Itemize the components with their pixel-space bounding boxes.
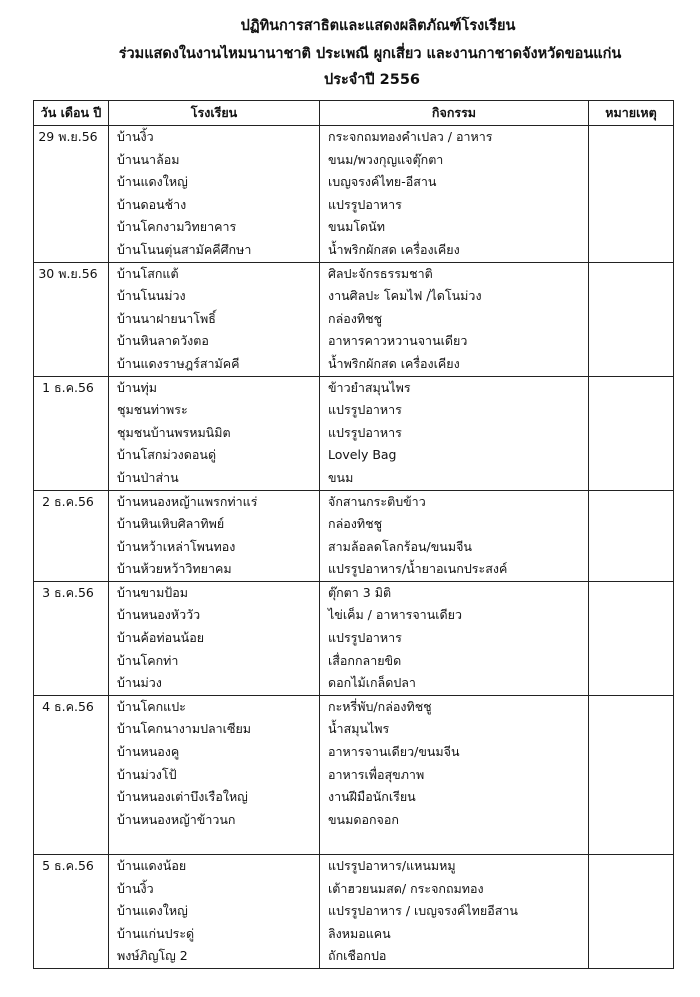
school-cell bbox=[109, 581, 320, 695]
header-date: วัน เดือน ปี bbox=[34, 101, 109, 126]
date-cell bbox=[34, 376, 109, 490]
note-cell bbox=[589, 695, 674, 854]
date-cell bbox=[34, 581, 109, 695]
note-cell bbox=[589, 855, 674, 969]
school-cell bbox=[109, 376, 320, 490]
activity-name: ขนม bbox=[328, 469, 354, 485]
activity-name: กล่องทิชชู bbox=[328, 310, 383, 326]
table-row bbox=[34, 126, 674, 263]
date-text: 4 ธ.ค.56 bbox=[42, 698, 94, 714]
school-name: บ้านโคกแปะ bbox=[117, 698, 186, 714]
activity-name: กล่องทิชชู bbox=[328, 516, 383, 532]
header-activity: กิจกรรม bbox=[320, 101, 589, 126]
school-name: บ้านแก่นประดู่ bbox=[117, 925, 195, 941]
school-name: บ้านโนนม่วง bbox=[117, 288, 186, 304]
activity-cell bbox=[320, 126, 589, 263]
activity-name: ขนมดอกจอก bbox=[328, 811, 399, 827]
table-row bbox=[34, 376, 674, 490]
document-title: ปฏิทินการสาธิตและแสดงผลิตภัณฑ์โรงเรียน bbox=[240, 18, 516, 34]
school-name: บ้านหินลาดวังตอ bbox=[117, 333, 209, 349]
school-name: บ้านแดงใหญ่ bbox=[117, 174, 188, 190]
activity-name: แปรรูปอาหาร / เบญจรงค์ไทยอีสาน bbox=[328, 903, 518, 919]
date-text: 3 ธ.ค.56 bbox=[42, 584, 94, 600]
table-row bbox=[34, 490, 674, 581]
activity-name: อาหารจานเดียว/ขนมจีน bbox=[328, 744, 460, 760]
note-cell bbox=[589, 490, 674, 581]
activity-name: กะหรี่พับ/กล่องทิชชู bbox=[328, 698, 432, 714]
school-name: พงษ์ภิญโญ 2 bbox=[117, 948, 188, 964]
school-name: บ้านนาฝายนาโพธิ์ bbox=[117, 310, 216, 326]
activity-name: สามล้อลดโลกร้อน/ขนมจีน bbox=[328, 538, 472, 554]
activity-cell bbox=[320, 581, 589, 695]
school-name: บ้านดอนช้าง bbox=[117, 196, 187, 212]
note-cell bbox=[589, 262, 674, 376]
date-cell bbox=[34, 855, 109, 969]
activity-name: แปรรูปอาหาร bbox=[328, 630, 402, 646]
activity-name: แปรรูปอาหาร/แหนมหมู bbox=[328, 858, 456, 873]
activity-cell bbox=[320, 855, 589, 969]
date-cell bbox=[34, 126, 109, 263]
activity-name: น้ำพริกผักสด เครื่องเคียง bbox=[328, 355, 460, 371]
school-name: บ้านขามป้อม bbox=[117, 584, 188, 600]
activity-name: ถักเชือกปอ bbox=[328, 948, 387, 964]
school-name: บ้านโสกม่วงดอนดู่ bbox=[117, 447, 217, 463]
activity-name: ข้าวยำสมุนไพร bbox=[328, 379, 411, 395]
document-year: ประจำปี 2556 bbox=[323, 72, 421, 88]
school-name: บ้านหนองหัววัว bbox=[117, 607, 201, 623]
date-cell bbox=[34, 490, 109, 581]
activity-name: เสื่อกกลายขิด bbox=[328, 652, 402, 668]
date-text: 5 ธ.ค.56 bbox=[42, 858, 94, 873]
school-name: บ้านโสกแต้ bbox=[117, 265, 179, 281]
school-name: บ้านแดงราษฎร์สามัคคี bbox=[117, 355, 240, 371]
note-cell bbox=[589, 126, 674, 263]
date-text: 1 ธ.ค.56 bbox=[42, 379, 94, 395]
activity-name: แปรรูปอาหาร bbox=[328, 196, 402, 212]
school-name: บ้านหว้าเหล่าโพนทอง bbox=[117, 538, 236, 554]
activity-name: ตุ๊กตา 3 มิติ bbox=[328, 584, 392, 600]
activity-cell bbox=[320, 376, 589, 490]
school-name bbox=[109, 831, 319, 854]
date-text: 2 ธ.ค.56 bbox=[42, 493, 94, 509]
school-name: บ้านหนองหญ้าแพรกท่าแร่ bbox=[117, 493, 258, 509]
school-name: บ้านหินเหิบศิลาทิพย์ bbox=[117, 516, 225, 532]
activity-name: ศิลปะจักรธรรมชาติ bbox=[328, 265, 433, 281]
table-row bbox=[34, 262, 674, 376]
note-cell bbox=[589, 581, 674, 695]
date-text: 29 พ.ย.56 bbox=[38, 129, 98, 144]
activity-name: อาหารเพื่อสุขภาพ bbox=[328, 766, 425, 782]
document-subtitle: ร่วมแสดงในงานไหมนานาชาติ ประเพณี ผูกเสี่ยว และงานกาชาดจังหวัดขอนแก่น bbox=[118, 46, 622, 62]
activity-cell bbox=[320, 490, 589, 581]
school-name: บ้านทุ่ม bbox=[117, 379, 157, 395]
activity-name: งานศิลปะ โคมไฟ /ไดโนม่วง bbox=[328, 288, 482, 304]
school-name: ชุมชนท่าพระ bbox=[117, 402, 188, 418]
school-name: บ้านม่วง bbox=[117, 675, 162, 691]
activity-name bbox=[320, 831, 588, 854]
activity-name: เบญจรงค์ไทย-อีสาน bbox=[328, 174, 437, 190]
school-name: ชุมชนบ้านพรหมนิมิต bbox=[117, 424, 231, 440]
school-name: บ้านงิ้ว bbox=[117, 129, 154, 144]
school-name: บ้านโคกนางามปลาเซียม bbox=[117, 721, 252, 737]
activity-name: น้ำพริกผักสด เครื่องเคียง bbox=[328, 241, 460, 257]
school-name: บ้านโคกท่า bbox=[117, 652, 179, 668]
activity-name: ลิงหมอแคน bbox=[328, 925, 391, 941]
activity-name: จักสานกระติบข้าว bbox=[328, 493, 426, 509]
school-name: บ้านป่าส่าน bbox=[117, 469, 179, 485]
activity-name: อาหารคาวหวานจานเดียว bbox=[328, 333, 468, 349]
table-row bbox=[34, 695, 674, 854]
school-name: บ้านหนองคู bbox=[117, 744, 180, 760]
activity-name: แปรรูปอาหาร bbox=[328, 424, 402, 440]
note-cell bbox=[589, 376, 674, 490]
school-cell bbox=[109, 855, 320, 969]
header-note: หมายเหตุ bbox=[589, 101, 674, 126]
activity-name: กระจกถมทองคำเปลว / อาหาร bbox=[328, 129, 493, 144]
table-header-row bbox=[34, 101, 674, 126]
school-name: บ้านม่วงโป้ bbox=[117, 766, 177, 782]
activity-name: ดอกไม้เกล็ดปลา bbox=[328, 675, 416, 691]
school-name: บ้านห้วยหว้าวิทยาคม bbox=[117, 561, 232, 577]
date-cell bbox=[34, 695, 109, 854]
activity-name: งานฝีมือนักเรียน bbox=[328, 789, 416, 805]
school-name: บ้านงิ้ว bbox=[117, 880, 154, 896]
school-name: บ้านหนองเต่าบึงเรือใหญ่ bbox=[117, 789, 248, 805]
school-name: บ้านแดงใหญ่ bbox=[117, 903, 188, 919]
activity-cell bbox=[320, 262, 589, 376]
school-cell bbox=[109, 695, 320, 854]
school-name: บ้านโนนตุ่นสามัคคีศึกษา bbox=[117, 241, 252, 257]
activity-name: ไข่เค็ม / อาหารจานเดียว bbox=[328, 607, 462, 623]
table-row bbox=[34, 855, 674, 969]
activity-name: เต้าฮวยนมสด/ กระจกถมทอง bbox=[328, 880, 484, 896]
school-name: บ้านนาล้อม bbox=[117, 151, 180, 167]
school-name: บ้านแดงน้อย bbox=[117, 858, 187, 873]
activity-name: ขนม/พวงกุญแจตุ๊กตา bbox=[328, 151, 444, 167]
schedule-table bbox=[33, 100, 674, 969]
activity-name: Lovely Bag bbox=[328, 447, 397, 463]
school-name: บ้านโคกงามวิทยาคาร bbox=[117, 219, 237, 235]
activity-name: น้ำสมุนไพร bbox=[328, 721, 390, 737]
date-cell bbox=[34, 262, 109, 376]
school-cell bbox=[109, 490, 320, 581]
school-cell bbox=[109, 126, 320, 263]
table-row bbox=[34, 581, 674, 695]
school-name: บ้านค้อท่อนน้อย bbox=[117, 630, 205, 646]
school-name: บ้านหนองหญ้าข้าวนก bbox=[117, 811, 236, 827]
date-text: 30 พ.ย.56 bbox=[38, 265, 98, 281]
activity-name: ขนมโดนัท bbox=[328, 219, 385, 235]
school-cell bbox=[109, 262, 320, 376]
activity-name: แปรรูปอาหาร bbox=[328, 402, 402, 418]
header-school: โรงเรียน bbox=[109, 101, 320, 126]
activity-name: แปรรูปอาหาร/น้ำยาอเนกประสงค์ bbox=[328, 561, 508, 577]
table-body bbox=[34, 126, 674, 969]
activity-cell bbox=[320, 695, 589, 854]
